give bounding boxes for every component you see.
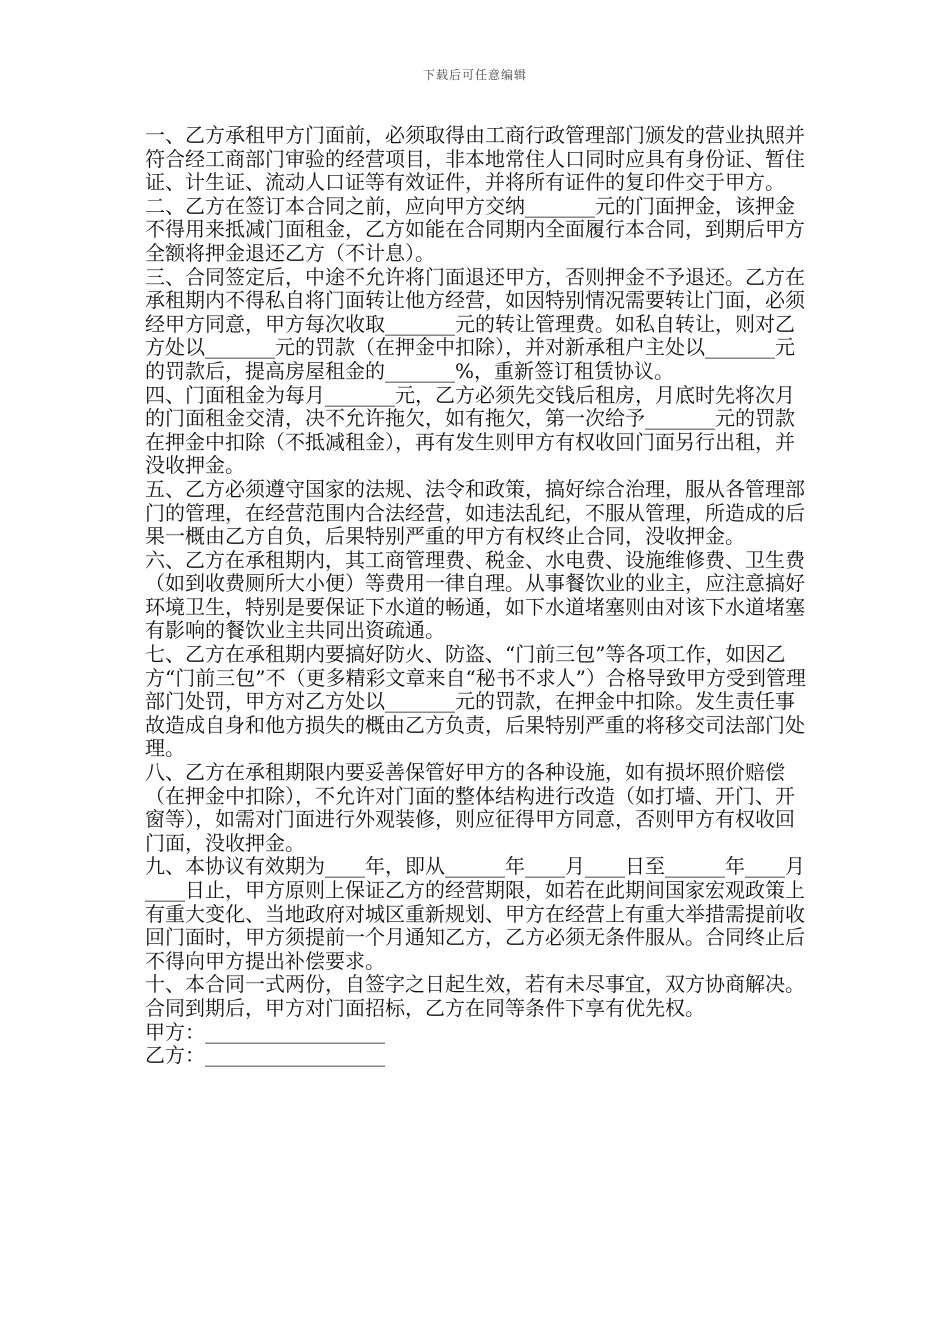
- clause-6: 六、乙方在承租期内，其工商管理费、税金、水电费、设施维修费、卫生费（如到收费厕所大小便）等费用一律自理。从事餐饮业的业主，应注意搞好环境卫生，特别是要保证下水道的畅通，如下水道堵塞则由对该下水道堵塞有影响的餐饮业主共同出资疏通。: [145, 547, 805, 643]
- clause-3: 三、合同签定后，中途不允许将门面退还甲方，否则押金不予退还。乙方在承租期内不得私自将门面转让他方经营，如因特别情况需要转让门面，必须经甲方同意，甲方每次收取_______元的转让管理费。如私自转让，则对乙方处以_______元的罚款（在押金中扣除），并对新承租户主处以_______元的罚款后，提高房屋租金的_______%，重新签订租赁协议。: [145, 264, 805, 383]
- clause-2: 二、乙方在签订本合同之前，应向甲方交纳_______元的门面押金，该押金不得用来抵减门面租金，乙方如能在合同期内全面履行本合同，到期后甲方全额将押金退还乙方（不计息）。: [145, 193, 805, 265]
- clause-1: 一、乙方承租甲方门面前，必须取得由工商行政管理部门颁发的营业执照并符合经工商部门审验的经营项目，非本地常住人口同时应具有身份证、暂住证、计生证、流动人口证等有效证件，并将所有证件的复印件交于甲方。: [145, 123, 805, 195]
- clause-9: 九、本协议有效期为____年，即从______年____月____日至______年____月____日止，甲方原则上保证乙方的经营期限，如若在此期间国家宏观政策上有重大变化、当地政府对城区重新规划、甲方在经营上有重大举措需提前收回门面时，甲方须提前一个月通知乙方，乙方必须无条件服从。合同终止后不得向甲方提出补偿要求。: [145, 854, 805, 973]
- contract-body: [145, 124, 810, 1068]
- clause-4: 四、门面租金为每月_______元，乙方必须先交钱后租房，月底时先将次月的门面租金交清，决不允许拖欠，如有拖欠，第一次给予_______元的罚款在押金中扣除（不抵减租金），再有发生则甲方有权收回门面另行出租，并没收押金。: [145, 382, 795, 478]
- clause-7: 七、乙方在承租期内要搞好防火、防盗、“门前三包”等各项工作，如因乙方“门前三包”不（更多精彩文章来自“秘书不求人”）合格导致甲方受到管理部门处罚，甲方对乙方处以_______元的罚款，在押金中扣除。发生责任事故造成自身和他方损失的概由乙方负责，后果特别严重的将移交司法部门处理。: [145, 642, 806, 761]
- party-a-signature: 甲方：__________________: [145, 1019, 385, 1044]
- party-b-signature: 乙方：__________________: [145, 1043, 385, 1068]
- download-note: 下载后可任意编辑: [422, 68, 527, 82]
- clause-8: 八、乙方在承租期限内要妥善保管好甲方的各种设施，如有损坏照价赔偿（在押金中扣除），不允许对门面的整体结构进行改造（如打墙、开门、开窗等），如需对门面进行外观装修，则应征得甲方同意，否则甲方有权收回门面，没收押金。: [145, 760, 795, 855]
- clause-10: 十、本合同一式两份，自签字之日起生效，若有未尽事宜，双方协商解决。合同到期后，甲方对门面招标，乙方在同等条件下享有优先权。: [145, 972, 805, 1020]
- clause-5: 五、乙方必须遵守国家的法规、法令和政策，搞好综合治理，服从各管理部门的管理，在经营范围内合法经营，如违法乱纪，不服从管理，所造成的后果一概由乙方自负，后果特别严重的甲方有权终止合同，没收押金。: [145, 476, 805, 549]
